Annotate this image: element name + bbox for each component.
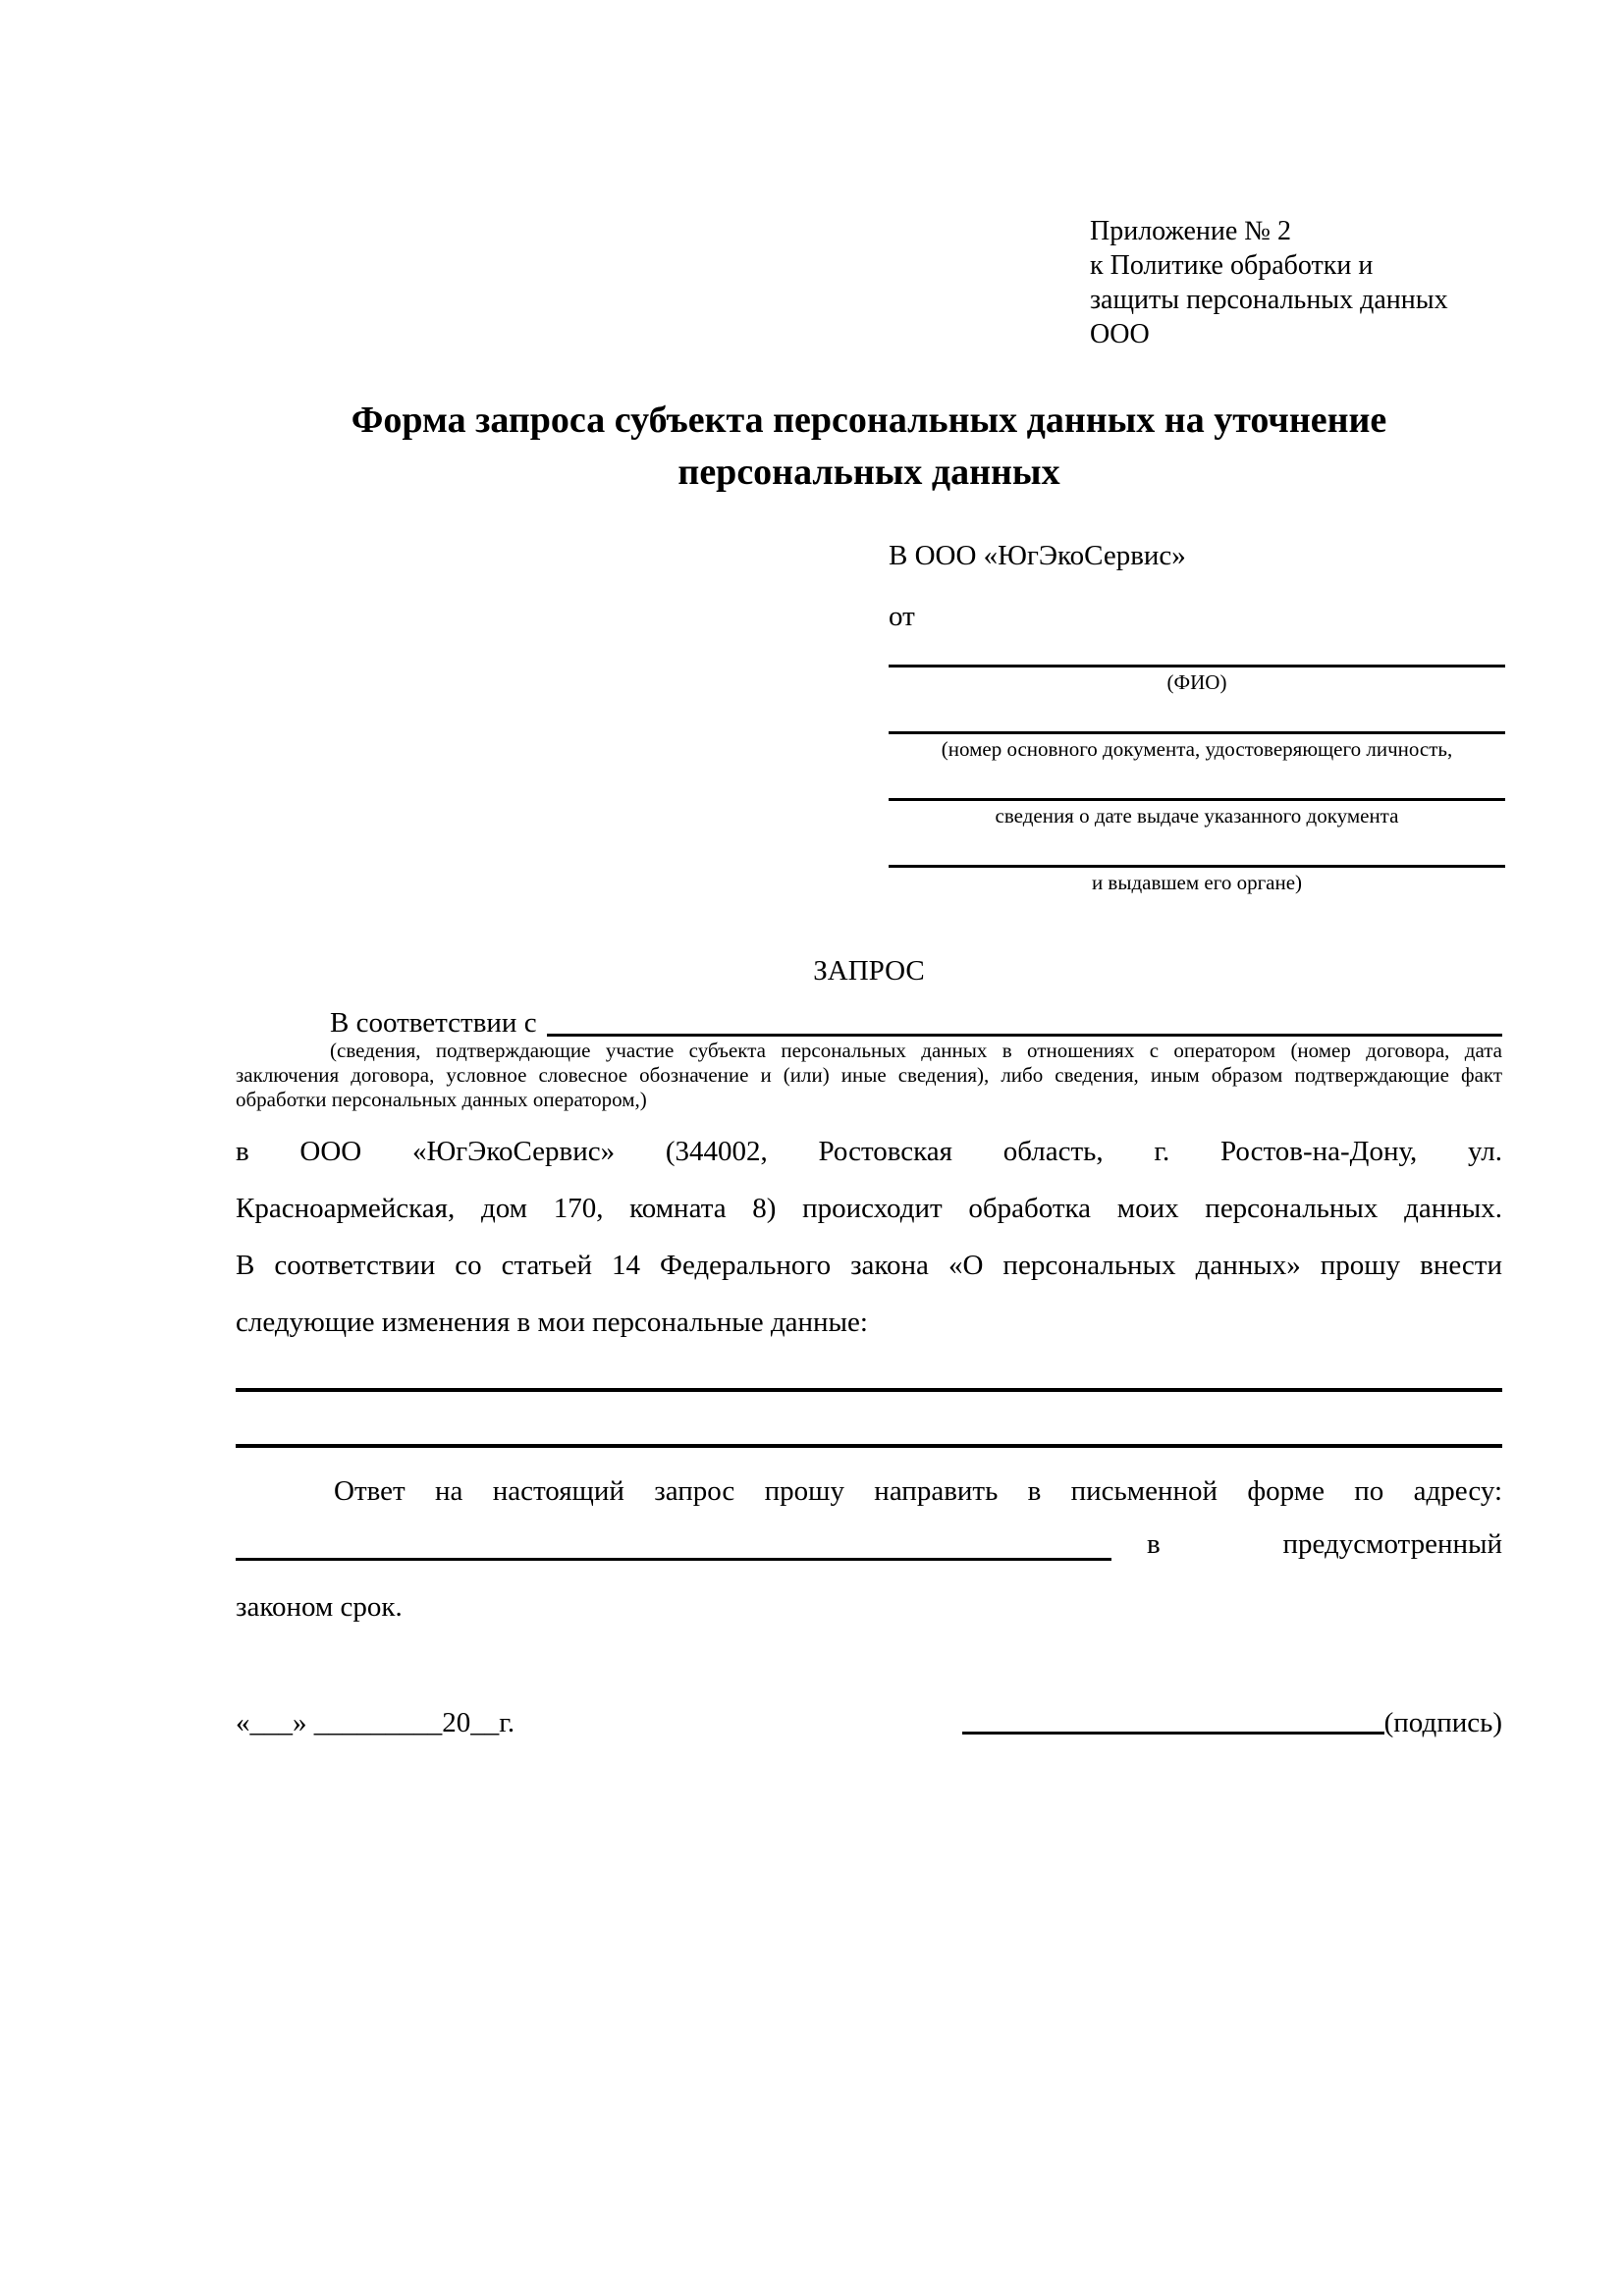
address-tail (1111, 1527, 1502, 1561)
accordance-blank-line (547, 1007, 1502, 1037)
body-line: следующие изменения в мои персональные данные: (236, 1307, 868, 1338)
doc-issuer-blank-line (889, 830, 1505, 868)
annex-line: ООО (1090, 319, 1150, 349)
signature-blank-line (962, 1704, 1384, 1735)
date-blank: «___» _________20__г. (236, 1707, 515, 1738)
explainer-line: обработки персональных данных оператором,) (236, 1088, 647, 1111)
annex-line: Приложение № 2 (1090, 216, 1291, 246)
address-blank-line (236, 1527, 1111, 1561)
address-row (236, 1527, 1502, 1561)
doc-date-blank-line (889, 764, 1505, 801)
body-line: В соответствии со статьей 14 Федерального закона «О персональных данных» прошу внести (236, 1250, 1502, 1281)
address-tail-word-v: в (1147, 1528, 1161, 1560)
annex-line: к Политике обработки и (1090, 250, 1374, 281)
addressee-from-label: от (889, 601, 915, 632)
doc-date-caption: сведения о дате выдаче указанного документа (995, 804, 1399, 828)
answer-paragraph (236, 1463, 1502, 1520)
signature-group (962, 1704, 1502, 1740)
answer-line: Ответ на настоящий запрос прошу направить в письменной форме по адресу: (334, 1475, 1502, 1507)
explainer-note (236, 1039, 1502, 1112)
form-title-line: Форма запроса субъекта персональных данных на уточнение (351, 400, 1387, 441)
signature-row (236, 1704, 1502, 1740)
explainer-line: (сведения, подтверждающие участие субъекта персональных данных в отношениях с оператором (номер договора, дата (330, 1039, 1502, 1062)
signature-caption: (подпись) (1383, 1707, 1502, 1738)
form-title (236, 395, 1502, 499)
accordance-line (236, 1007, 1502, 1039)
doc-number-caption: (номер основного документа, удостоверяющего личность, (941, 737, 1453, 761)
addressee-block (889, 540, 1505, 897)
fio-blank-line (889, 632, 1505, 667)
request-heading: ЗАПРОС (813, 955, 925, 987)
body-line: Красноармейская, дом 170, комната 8) происходит обработка моих персональных данных. (236, 1193, 1502, 1224)
doc-number-blank-line (889, 697, 1505, 734)
annex-line: защиты персональных данных (1090, 285, 1448, 315)
doc-issuer-caption: и выдавшем его органе) (1091, 871, 1303, 894)
fio-caption: (ФИО) (1166, 670, 1227, 694)
law-term-line: законом срок. (236, 1591, 403, 1623)
data-blank-line-1 (236, 1388, 1502, 1392)
data-blank-line-2 (236, 1444, 1502, 1448)
body-line: в ООО «ЮгЭкоСервис» (344002, Ростовская область, г. Ростов-на-Дону, ул. (236, 1136, 1502, 1167)
address-tail-word-predusmotrenny: предусмотренный (1282, 1528, 1502, 1560)
accordance-lead: В соответствии с (330, 1007, 537, 1039)
annex-note (1090, 214, 1512, 351)
form-title-line: персональных данных (677, 452, 1060, 493)
body-paragraph (236, 1123, 1502, 1351)
addressee-org-line: В ООО «ЮгЭкоСервис» (889, 540, 1186, 571)
explainer-line: заключения договора, условное словесное обозначение и (или) иные сведения), либо сведения, иным образом подтверждающие факт (236, 1063, 1502, 1087)
